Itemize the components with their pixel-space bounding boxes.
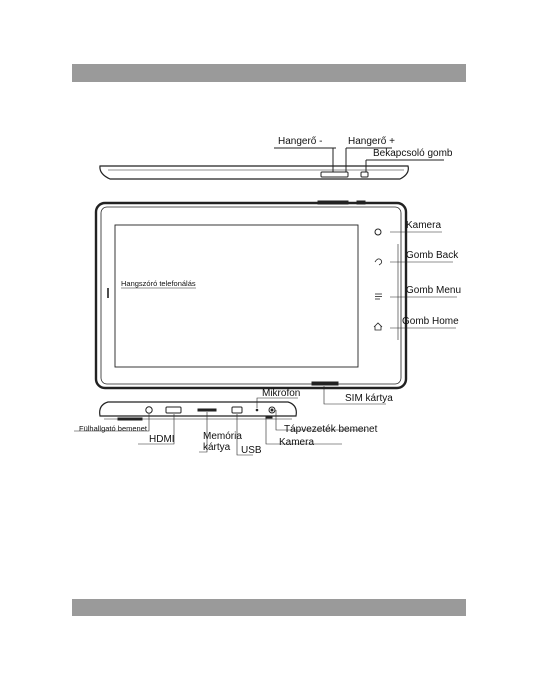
label-power-button: Bekapcsoló gomb [373, 148, 453, 159]
label-speaker: Hangszóró telefonálás [121, 279, 196, 288]
home-icon [374, 323, 382, 330]
label-usb: USB [241, 445, 262, 456]
label-home-button: Gomb Home [402, 316, 459, 327]
microphone-hole [256, 409, 258, 411]
hdmi-port [166, 407, 181, 413]
volume-rocker-top [321, 172, 348, 177]
tablet-top-view [100, 166, 408, 179]
memory-slot [198, 409, 216, 411]
headphone-jack [146, 407, 152, 413]
label-back-button: Gomb Back [406, 250, 459, 261]
label-volume-plus: Hangerő + [348, 136, 395, 147]
tablet-front-view [96, 201, 406, 388]
label-memory-card: Memória kártya [203, 431, 242, 453]
usb-port [232, 407, 242, 413]
label-rear-camera: Kamera [279, 437, 315, 448]
label-hdmi: HDMI [149, 434, 175, 445]
label-power-input: Tápvezeték bemenet [284, 424, 378, 435]
sim-slot-front [312, 382, 338, 385]
label-menu-button: Gomb Menu [406, 285, 462, 296]
tablet-bottom-view [100, 402, 297, 420]
label-sim-card: SIM kártya [345, 393, 393, 404]
back-icon [375, 259, 382, 265]
label-headphone-input: Fülhallgató bemenet [79, 424, 147, 433]
front-camera-icon [375, 229, 381, 235]
label-volume-minus: Hangerő - [278, 136, 323, 147]
label-microphone: Mikrofon [262, 388, 301, 399]
tablet-screen [115, 225, 358, 367]
label-front-camera: Kamera [406, 220, 442, 231]
power-button-top [361, 172, 368, 177]
